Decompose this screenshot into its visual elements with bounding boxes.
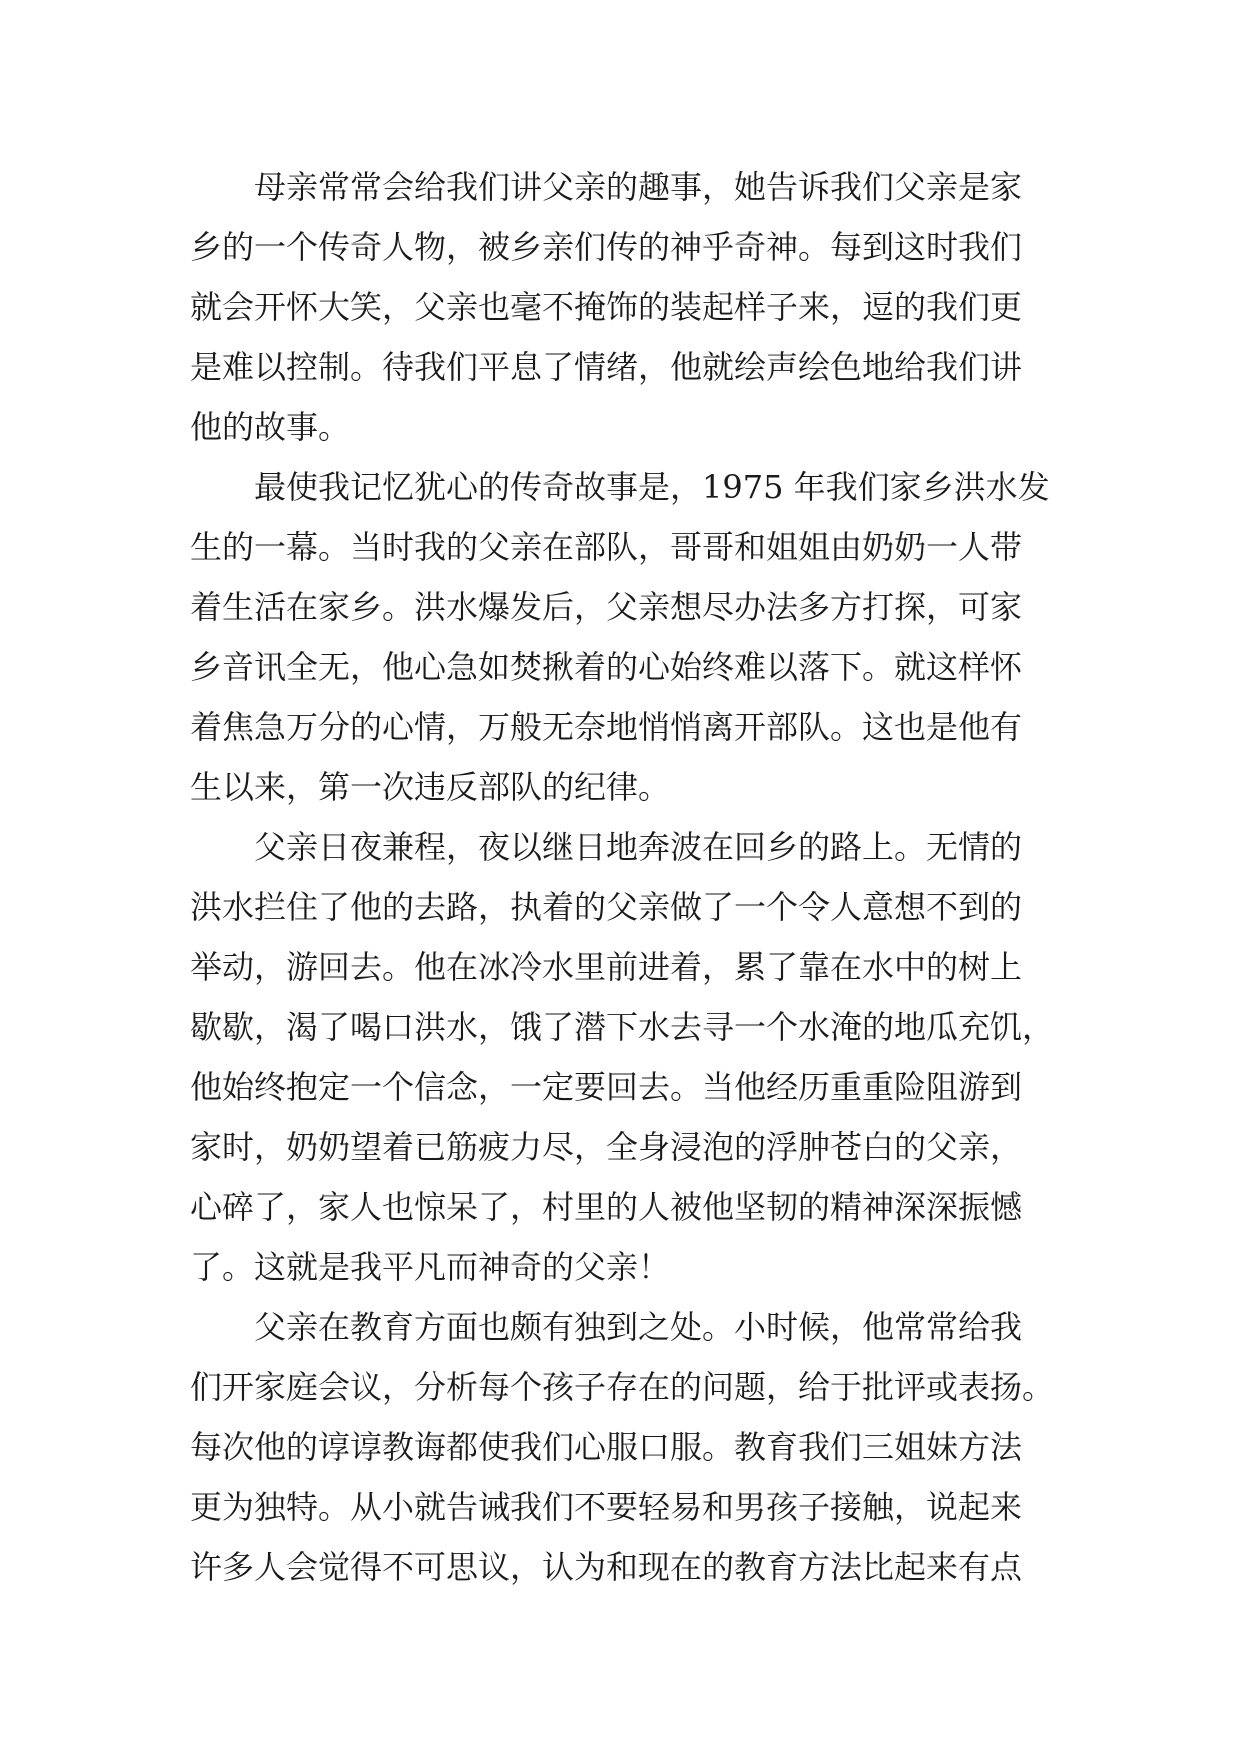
text-line: 生的一幕。当时我的父亲在部队，哥哥和姐姐由奶奶一人带 (190, 528, 1023, 566)
paragraph-1 (190, 157, 1090, 457)
text-line: 家时，奶奶望着已筋疲力尽，全身浸泡的浮肿苍白的父亲， (190, 1128, 1023, 1166)
text-line: 心碎了，家人也惊呆了，村里的人被他坚韧的精神深深振憾 (190, 1188, 1023, 1226)
text-line: 他的故事。 (190, 408, 351, 446)
text-line: 他始终抱定一个信念，一定要回去。当他经历重重险阻游到 (190, 1068, 1023, 1106)
text-line: 乡音讯全无，他心急如焚揪着的心始终难以落下。就这样怀 (190, 648, 1023, 686)
body-text (190, 157, 1090, 1597)
text-line: 们开家庭会议，分析每个孩子存在的问题，给于批评或表扬。 (190, 1368, 1055, 1406)
text-line: 是难以控制。待我们平息了情绪，他就绘声绘色地给我们讲 (190, 348, 1023, 386)
paragraph-2 (190, 457, 1090, 817)
paragraph-3 (190, 817, 1090, 1297)
text-line: 了。这就是我平凡而神奇的父亲！ (190, 1248, 671, 1286)
text-line: 父亲在教育方面也颇有独到之处。小时候，他常常给我 (254, 1308, 1023, 1346)
text-line: 每次他的谆谆教诲都使我们心服口服。教育我们三姐妹方法 (190, 1428, 1023, 1466)
text-line: 最使我记忆犹心的传奇故事是，1975 年我们家乡洪水发 (254, 468, 1050, 506)
text-line: 歇歇，渴了喝口洪水，饿了潜下水去寻一个水淹的地瓜充饥， (190, 1008, 1055, 1046)
text-line: 母亲常常会给我们讲父亲的趣事，她告诉我们父亲是家 (254, 168, 1023, 206)
paragraph-4 (190, 1297, 1090, 1597)
text-line: 举动，游回去。他在冰冷水里前进着，累了靠在水中的树上 (190, 948, 1023, 986)
text-line: 着生活在家乡。洪水爆发后，父亲想尽办法多方打探，可家 (190, 588, 1023, 626)
text-line: 着焦急万分的心情，万般无奈地悄悄离开部队。这也是他有 (190, 708, 1023, 746)
text-line: 乡的一个传奇人物，被乡亲们传的神乎奇神。每到这时我们 (190, 228, 1023, 266)
text-line: 父亲日夜兼程，夜以继日地奔波在回乡的路上。无情的 (254, 828, 1023, 866)
text-line: 洪水拦住了他的去路，执着的父亲做了一个令人意想不到的 (190, 888, 1023, 926)
text-line: 就会开怀大笑，父亲也毫不掩饰的装起样子来，逗的我们更 (190, 288, 1023, 326)
text-line: 许多人会觉得不可思议，认为和现在的教育方法比起来有点 (190, 1548, 1023, 1586)
text-line: 更为独特。从小就告诫我们不要轻易和男孩子接触，说起来 (190, 1488, 1023, 1526)
text-line: 生以来，第一次违反部队的纪律。 (190, 768, 671, 806)
